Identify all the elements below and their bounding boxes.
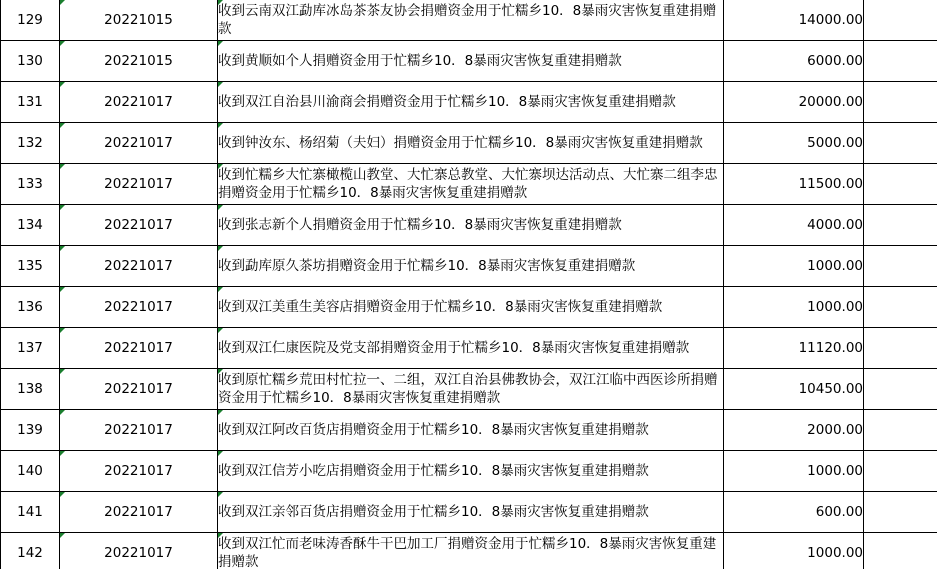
cell-marker-icon <box>218 41 223 46</box>
index-value: 129 <box>17 12 43 28</box>
table-row <box>1 369 937 410</box>
date-cell[interactable] <box>60 369 218 410</box>
index-value: 140 <box>17 463 43 479</box>
amount-value: 6000.00 <box>807 53 863 69</box>
amount-value: 4000.00 <box>807 217 863 233</box>
amount-cell[interactable] <box>724 287 864 328</box>
description-cell[interactable] <box>218 164 724 205</box>
empty-cell[interactable] <box>864 41 937 82</box>
date-value: 20221017 <box>104 463 173 479</box>
date-cell[interactable] <box>60 451 218 492</box>
date-cell[interactable] <box>60 287 218 328</box>
date-value: 20221017 <box>104 422 173 438</box>
description-cell[interactable] <box>218 82 724 123</box>
amount-value: 1000.00 <box>807 545 863 561</box>
date-value: 20221015 <box>104 53 173 69</box>
amount-value: 1000.00 <box>807 299 863 315</box>
table-row <box>1 123 937 164</box>
date-value: 20221017 <box>104 94 173 110</box>
index-cell[interactable] <box>1 492 60 533</box>
description-cell[interactable] <box>218 246 724 287</box>
description-value: 收到云南双江勐库冰岛茶茶友协会捐赠资金用于忙糯乡10．8暴雨灾害恢复重建捐赠款 <box>218 2 717 37</box>
description-value: 收到勐库原久茶坊捐赠资金用于忙糯乡10．8暴雨灾害恢复重建捐赠款 <box>218 257 636 274</box>
amount-cell[interactable] <box>724 410 864 451</box>
table-row <box>1 451 937 492</box>
description-cell[interactable] <box>218 492 724 533</box>
index-value: 142 <box>17 545 43 561</box>
index-cell[interactable] <box>1 533 60 569</box>
cell-marker-icon <box>218 82 223 87</box>
amount-cell[interactable] <box>724 41 864 82</box>
cell-marker-icon <box>218 492 223 497</box>
description-cell[interactable] <box>218 533 724 569</box>
index-cell[interactable] <box>1 451 60 492</box>
empty-cell[interactable] <box>864 164 937 205</box>
cell-marker-icon <box>218 533 223 538</box>
index-value: 135 <box>17 258 43 274</box>
date-cell[interactable] <box>60 328 218 369</box>
cell-marker-icon <box>218 369 223 374</box>
index-value: 136 <box>17 299 43 315</box>
description-value: 收到原忙糯乡荒田村忙拉一、二组，双江自治县佛教协会，双江江临中西医诊所捐赠资金用于忙糯乡10．8暴雨灾害恢复重建捐赠款 <box>218 371 718 406</box>
cell-marker-icon <box>60 123 65 128</box>
amount-value: 600.00 <box>815 504 863 520</box>
empty-cell[interactable] <box>864 246 937 287</box>
amount-cell[interactable] <box>724 451 864 492</box>
amount-value: 11500.00 <box>798 176 863 192</box>
index-value: 138 <box>17 381 43 397</box>
cell-marker-icon <box>60 0 65 5</box>
cell-marker-icon <box>218 164 223 169</box>
amount-cell[interactable] <box>724 492 864 533</box>
index-cell[interactable] <box>1 246 60 287</box>
description-value: 收到黄顺如个人捐赠资金用于忙糯乡10．8暴雨灾害恢复重建捐赠款 <box>218 52 622 69</box>
description-cell[interactable] <box>218 205 724 246</box>
empty-cell[interactable] <box>864 123 937 164</box>
date-cell[interactable] <box>60 123 218 164</box>
empty-cell[interactable] <box>864 287 937 328</box>
description-cell[interactable] <box>218 123 724 164</box>
table-row <box>1 41 937 82</box>
amount-value: 10450.00 <box>798 381 863 397</box>
description-value: 收到双江信芳小吃店捐赠资金用于忙糯乡10．8暴雨灾害恢复重建捐赠款 <box>218 462 649 479</box>
table-row <box>1 492 937 533</box>
description-value: 收到双江美重生美容店捐赠资金用于忙糯乡10．8暴雨灾害恢复重建捐赠款 <box>218 298 663 315</box>
index-cell[interactable] <box>1 205 60 246</box>
cell-marker-icon <box>60 369 65 374</box>
ledger-body <box>1 0 937 569</box>
table-row <box>1 328 937 369</box>
amount-value: 20000.00 <box>798 94 863 110</box>
index-cell[interactable] <box>1 41 60 82</box>
empty-cell[interactable] <box>864 492 937 533</box>
description-cell[interactable] <box>218 410 724 451</box>
date-cell[interactable] <box>60 41 218 82</box>
cell-marker-icon <box>60 492 65 497</box>
description-cell[interactable] <box>218 287 724 328</box>
cell-marker-icon <box>60 287 65 292</box>
table-row <box>1 82 937 123</box>
cell-marker-icon <box>218 410 223 415</box>
description-value: 收到双江阿改百货店捐赠资金用于忙糯乡10．8暴雨灾害恢复重建捐赠款 <box>218 421 649 438</box>
table-row <box>1 410 937 451</box>
index-value: 132 <box>17 135 43 151</box>
index-cell[interactable] <box>1 287 60 328</box>
index-value: 139 <box>17 422 43 438</box>
date-cell[interactable] <box>60 533 218 569</box>
amount-value: 1000.00 <box>807 258 863 274</box>
index-value: 141 <box>17 504 43 520</box>
cell-marker-icon <box>60 205 65 210</box>
description-value: 收到双江忙而老味涛香酥牛干巴加工厂捐赠资金用于忙糯乡10．8暴雨灾害恢复重建捐赠款 <box>218 535 717 569</box>
cell-marker-icon <box>60 328 65 333</box>
amount-value: 14000.00 <box>798 12 863 28</box>
date-value: 20221017 <box>104 299 173 315</box>
date-cell[interactable] <box>60 0 218 41</box>
amount-value: 1000.00 <box>807 463 863 479</box>
cell-marker-icon <box>60 246 65 251</box>
amount-cell[interactable] <box>724 0 864 41</box>
cell-marker-icon <box>60 410 65 415</box>
cell-marker-icon <box>60 41 65 46</box>
empty-cell[interactable] <box>864 328 937 369</box>
index-cell[interactable] <box>1 0 60 41</box>
description-value: 收到双江自治县川渝商会捐赠资金用于忙糯乡10．8暴雨灾害恢复重建捐赠款 <box>218 93 676 110</box>
date-value: 20221017 <box>104 258 173 274</box>
description-cell[interactable] <box>218 0 724 41</box>
cell-marker-icon <box>60 164 65 169</box>
date-cell[interactable] <box>60 246 218 287</box>
index-cell[interactable] <box>1 164 60 205</box>
index-cell[interactable] <box>1 410 60 451</box>
date-cell[interactable] <box>60 410 218 451</box>
amount-cell[interactable] <box>724 123 864 164</box>
amount-value: 11120.00 <box>798 340 863 356</box>
date-value: 20221017 <box>104 217 173 233</box>
date-cell[interactable] <box>60 492 218 533</box>
description-value: 收到双江仁康医院及党支部捐赠资金用于忙糯乡10．8暴雨灾害恢复重建捐赠款 <box>218 339 690 356</box>
description-cell[interactable] <box>218 369 724 410</box>
amount-cell[interactable] <box>724 369 864 410</box>
empty-cell[interactable] <box>864 205 937 246</box>
date-value: 20221017 <box>104 340 173 356</box>
empty-cell[interactable] <box>864 533 937 569</box>
cell-marker-icon <box>218 451 223 456</box>
description-cell[interactable] <box>218 328 724 369</box>
index-cell[interactable] <box>1 123 60 164</box>
index-value: 137 <box>17 340 43 356</box>
table-row <box>1 0 937 41</box>
description-value: 收到钟汝东、杨绍菊（夫妇）捐赠资金用于忙糯乡10．8暴雨灾害恢复重建捐赠款 <box>218 134 703 151</box>
index-cell[interactable] <box>1 369 60 410</box>
date-cell[interactable] <box>60 164 218 205</box>
amount-cell[interactable] <box>724 328 864 369</box>
description-cell[interactable] <box>218 451 724 492</box>
table-row <box>1 246 937 287</box>
cell-marker-icon <box>60 82 65 87</box>
amount-cell[interactable] <box>724 82 864 123</box>
cell-marker-icon <box>218 123 223 128</box>
table-row <box>1 164 937 205</box>
amount-value: 2000.00 <box>807 422 863 438</box>
description-value: 收到忙糯乡大忙寨橄榄山教堂、大忙寨总教堂、大忙寨坝达活动点、大忙寨二组李忠捐赠资金用于忙糯乡10．8暴雨灾害恢复重建捐赠款 <box>218 166 718 201</box>
index-cell[interactable] <box>1 328 60 369</box>
empty-cell[interactable] <box>864 82 937 123</box>
index-cell[interactable] <box>1 82 60 123</box>
cell-marker-icon <box>218 205 223 210</box>
table-row <box>1 205 937 246</box>
date-value: 20221017 <box>104 545 173 561</box>
cell-marker-icon <box>60 451 65 456</box>
amount-cell[interactable] <box>724 164 864 205</box>
date-cell[interactable] <box>60 205 218 246</box>
date-value: 20221017 <box>104 176 173 192</box>
empty-cell[interactable] <box>864 451 937 492</box>
index-value: 131 <box>17 94 43 110</box>
cell-marker-icon <box>218 246 223 251</box>
cell-marker-icon <box>218 0 223 5</box>
description-value: 收到张志新个人捐赠资金用于忙糯乡10．8暴雨灾害恢复重建捐赠款 <box>218 216 622 233</box>
date-value: 20221017 <box>104 504 173 520</box>
index-value: 133 <box>17 176 43 192</box>
amount-cell[interactable] <box>724 246 864 287</box>
table-row <box>1 533 937 569</box>
index-value: 134 <box>17 217 43 233</box>
cell-marker-icon <box>218 287 223 292</box>
date-cell[interactable] <box>60 82 218 123</box>
date-value: 20221017 <box>104 381 173 397</box>
cell-marker-icon <box>60 533 65 538</box>
description-cell[interactable] <box>218 41 724 82</box>
cell-marker-icon <box>218 328 223 333</box>
empty-cell[interactable] <box>864 410 937 451</box>
date-value: 20221015 <box>104 12 173 28</box>
description-value: 收到双江亲邻百货店捐赠资金用于忙糯乡10．8暴雨灾害恢复重建捐赠款 <box>218 503 649 520</box>
amount-cell[interactable] <box>724 533 864 569</box>
empty-cell[interactable] <box>864 369 937 410</box>
amount-value: 5000.00 <box>807 135 863 151</box>
amount-cell[interactable] <box>724 205 864 246</box>
index-value: 130 <box>17 53 43 69</box>
date-value: 20221017 <box>104 135 173 151</box>
table-row <box>1 287 937 328</box>
empty-cell[interactable] <box>864 0 937 41</box>
